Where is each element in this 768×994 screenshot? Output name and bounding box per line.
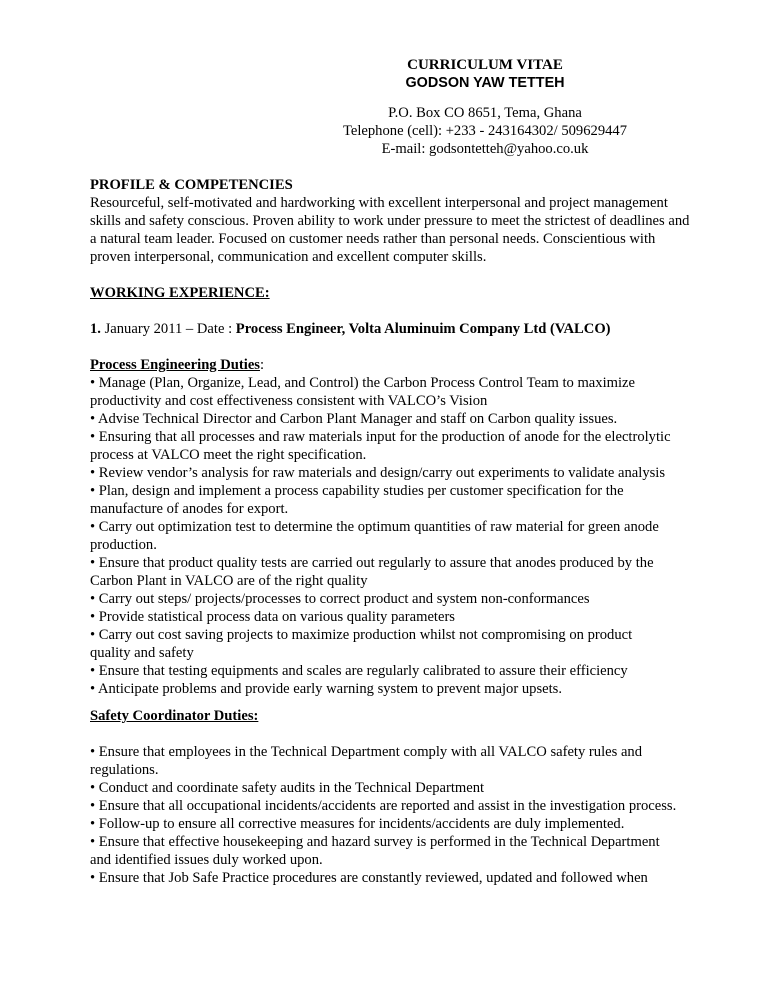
duty-line: • Anticipate problems and provide early warning system to prevent major upsets. bbox=[90, 681, 562, 697]
duty-line: • Ensure that product quality tests are carried out regularly to assure that anodes produced by the bbox=[90, 555, 654, 571]
profile-text bbox=[90, 194, 720, 266]
duty-line: • Carry out steps/ projects/processes to correct product and system non-conformances bbox=[90, 591, 590, 607]
duty-line: regulations. bbox=[90, 762, 159, 778]
duty-line: • Plan, design and implement a process capability studies per customer specification for the bbox=[90, 483, 624, 499]
safety-duties-heading: Safety Coordinator Duties: bbox=[90, 708, 259, 724]
job-number: 1. bbox=[90, 321, 101, 337]
heading-colon: : bbox=[259, 357, 265, 373]
process-duties-heading-row bbox=[90, 356, 720, 374]
duty-line: quality and safety bbox=[90, 645, 194, 661]
job-date: January 2011 – Date : bbox=[100, 321, 236, 337]
spacer bbox=[90, 725, 720, 743]
profile-line: skills and safety conscious. Proven ability to work under pressure to meet the strictest of deadlines and bbox=[90, 213, 690, 229]
duty-line: Carbon Plant in VALCO are of the right quality bbox=[90, 573, 368, 589]
spacer bbox=[90, 698, 720, 707]
postal-address: P.O. Box CO 8651, Tema, Ghana bbox=[388, 105, 582, 121]
duty-line: productivity and cost effectiveness consistent with VALCO’s Vision bbox=[90, 393, 488, 409]
duty-line: • Ensuring that all processes and raw materials input for the production of anode for the electrolytic bbox=[90, 429, 671, 445]
duty-line: • Ensure that all occupational incidents/accidents are reported and assist in the investigation process. bbox=[90, 798, 677, 814]
spacer bbox=[90, 338, 720, 356]
candidate-name: GODSON YAW TETTEH bbox=[405, 75, 565, 91]
duty-line: • Ensure that employees in the Technical Department comply with all VALCO safety rules and bbox=[90, 744, 643, 760]
cv-page bbox=[90, 56, 720, 887]
profile-line: a natural team leader. Focused on customer needs rather than personal needs. Conscientious with bbox=[90, 231, 656, 247]
duty-line: • Advise Technical Director and Carbon Plant Manager and staff on Carbon quality issues. bbox=[90, 411, 618, 427]
duty-line: • Ensure that testing equipments and scales are regularly calibrated to assure their efficiency bbox=[90, 663, 628, 679]
job-title: Process Engineer, Volta Aluminuim Company Ltd (VALCO) bbox=[235, 321, 611, 337]
duty-line: production. bbox=[90, 537, 157, 553]
duty-line: • Ensure that effective housekeeping and hazard survey is performed in the Technical Department bbox=[90, 834, 660, 850]
email: E-mail: godsontetteh@yahoo.co.uk bbox=[381, 141, 589, 157]
duty-line: • Follow-up to ensure all corrective measures for incidents/accidents are duly implemented. bbox=[90, 816, 625, 832]
duty-line: manufacture of anodes for export. bbox=[90, 501, 289, 517]
duty-line: and identified issues duly worked upon. bbox=[90, 852, 323, 868]
duty-line: • Provide statistical process data on various quality parameters bbox=[90, 609, 455, 625]
duty-line: process at VALCO meet the right specification. bbox=[90, 447, 367, 463]
duty-line: • Carry out cost saving projects to maximize production whilst not compromising on product bbox=[90, 627, 633, 643]
spacer bbox=[90, 266, 720, 284]
document-title: CURRICULUM VITAE bbox=[407, 57, 563, 73]
process-duties-list bbox=[90, 374, 720, 698]
experience-heading: WORKING EXPERIENCE: bbox=[90, 285, 270, 301]
duty-line: • Ensure that Job Safe Practice procedures are constantly reviewed, updated and followed when bbox=[90, 870, 648, 886]
duty-line: • Manage (Plan, Organize, Lead, and Control) the Carbon Process Control Team to maximize bbox=[90, 375, 635, 391]
spacer bbox=[90, 158, 720, 176]
process-duties-heading: Process Engineering Duties bbox=[90, 357, 260, 373]
telephone: Telephone (cell): +233 - 243164302/ 509629447 bbox=[342, 123, 628, 139]
profile-heading: PROFILE & COMPETENCIES bbox=[90, 177, 293, 193]
safety-duties-list bbox=[90, 743, 720, 887]
duty-line: • Review vendor’s analysis for raw materials and design/carry out experiments to validate analysis bbox=[90, 465, 666, 481]
duty-line: • Carry out optimization test to determine the optimum quantities of raw material for green anode bbox=[90, 519, 659, 535]
profile-line: proven interpersonal, communication and excellent computer skills. bbox=[90, 249, 487, 265]
spacer bbox=[90, 302, 720, 320]
job-entry bbox=[90, 320, 720, 338]
profile-line: Resourceful, self-motivated and hardworking with excellent interpersonal and project management bbox=[90, 195, 668, 211]
duty-line: • Conduct and coordinate safety audits in the Technical Department bbox=[90, 780, 485, 796]
